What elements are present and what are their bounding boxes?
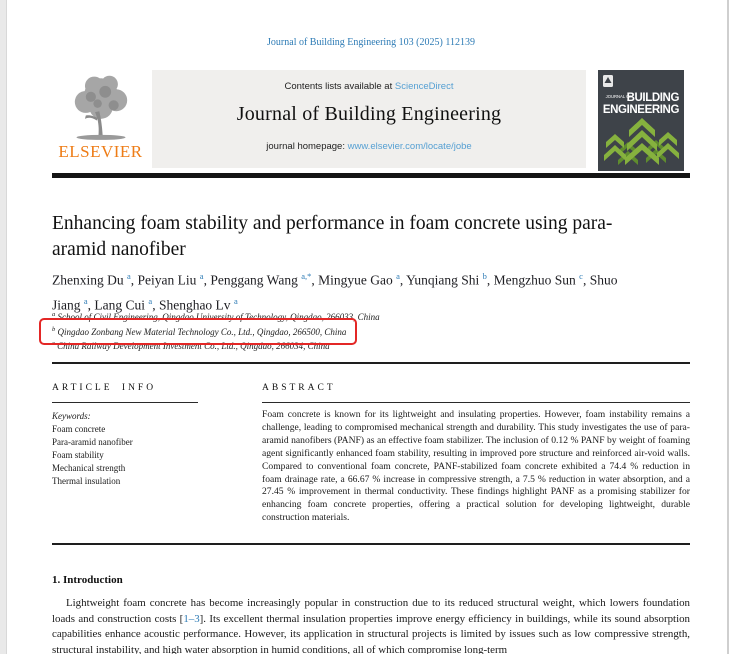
author-superscript[interactable]: a [127, 271, 131, 281]
author-separator: , [152, 297, 159, 312]
keyword-item: Foam concrete [52, 424, 106, 434]
author-superscript[interactable]: a [396, 271, 400, 281]
author-name: Yunqiang Shi [406, 272, 480, 288]
author-separator: , [582, 272, 590, 288]
author-separator: , [130, 272, 138, 288]
author-name: Mingyue Gao [318, 272, 393, 288]
elsevier-tree-icon [63, 71, 139, 143]
abstract-column [262, 383, 690, 525]
author-superscript[interactable]: b [482, 271, 487, 281]
journal-header [52, 70, 690, 173]
affiliation-superscript: b [52, 325, 56, 333]
affiliation-superscript: a [52, 311, 56, 318]
author-separator: , [486, 272, 494, 288]
author-name: Shenghao Lv [158, 297, 231, 312]
cover-title-line2: ENGINEERING [602, 104, 679, 116]
contents-line [152, 70, 586, 92]
page-left-edge [0, 0, 7, 654]
author-superscript[interactable]: a [233, 295, 238, 306]
author-name: Shuo Jiang [52, 272, 618, 312]
abstract-heading: ABSTRACT [262, 383, 336, 393]
article-info-rule [52, 402, 198, 403]
cover-art-icon [598, 70, 684, 171]
highlight-annotation-box [39, 318, 357, 345]
introduction-heading: 1. Introduction [52, 574, 123, 586]
elsevier-wordmark: ELSEVIER [58, 142, 143, 161]
elsevier-logo [52, 71, 149, 171]
author-superscript[interactable]: a [199, 271, 204, 281]
introduction-paragraph [52, 596, 690, 654]
author-superscript[interactable]: a [148, 295, 153, 306]
intro-text-before-ref: Lightweight foam concrete has become increasingly popular in construction due to its reduced structural weight, which lowers foundation loads and construction costs [ [52, 597, 690, 625]
sciencedirect-link[interactable]: ScienceDirect [394, 81, 454, 92]
homepage-prefix: journal homepage: [266, 141, 345, 152]
affiliation-text: School of Civil Engineering, Qingdao University of Technology, Qingdao, 266033, China [57, 312, 380, 322]
keyword-item: Thermal insulation [52, 476, 121, 486]
journal-title: Journal of Building Engineering [236, 103, 502, 125]
intro-text-after-ref: ]. Its excellent thermal insulation properties improve energy efficiency in buildings, while its sound absorption capabilities enhance acoustic performance. However, its application in structural projects is limited by issues such as low compressive strength, structural instability, and high water absorption in humid conditions, all of which compromise long-term [52, 612, 691, 654]
journal-banner [152, 70, 586, 168]
keywords-block [52, 410, 250, 488]
contents-prefix: Contents lists available at [284, 81, 393, 92]
article-title: Enhancing foam stability and performance in foam concrete using para-aramid nanofiber [52, 213, 613, 260]
author-separator: , [87, 297, 95, 312]
author-separator: , [399, 272, 407, 288]
article-info-column [52, 383, 250, 488]
author-superscript[interactable]: a,* [301, 271, 312, 281]
cover-kicker: JOURNAL OF [605, 94, 632, 99]
section-divider-bottom [52, 543, 690, 545]
author-superscript[interactable]: a [83, 295, 88, 306]
keywords-label: Keywords: [52, 411, 91, 421]
keyword-item: Mechanical strength [52, 463, 126, 473]
keyword-item: Foam stability [52, 450, 104, 460]
section-divider-top [52, 362, 690, 364]
author-superscript[interactable]: c [579, 271, 583, 281]
author-name: Zhenxing Du [52, 272, 124, 288]
affiliation-text: Qingdao Zonbang New Material Technology Co., Ltd., Qingdao, 266500, China [57, 326, 347, 337]
keyword-item: Para-aramid nanofiber [52, 437, 133, 447]
header-divider-bar [52, 173, 690, 178]
reference-link[interactable]: 1–3 [183, 612, 200, 625]
author-list [52, 266, 627, 315]
affiliation-superscript: c [52, 340, 55, 347]
homepage-link[interactable]: www.elsevier.com/locate/jobe [347, 141, 472, 152]
author-name: Penggang Wang [210, 272, 298, 288]
abstract-rule [262, 402, 690, 403]
homepage-line [152, 141, 586, 152]
cover-title-line1: BUILDING [626, 92, 679, 104]
article-info-heading: ARTICLE INFO [52, 383, 157, 393]
author-name: Lang Cui [94, 297, 146, 312]
author-name: Mengzhuo Sun [493, 272, 576, 288]
citation-link[interactable]: Journal of Building Engineering 103 (2025) 112139 [267, 37, 475, 48]
abstract-text: Foam concrete is known for its lightweight and insulating properties. However, foam instability remains a challenge, leading to compromised mechanical strength and durability. This study investigates the use of para-aramid nanofibers (PANF) as an effective foam stabilizer. The inclusion of 0.12 % PANF by weight of foaming agent significantly enhanced foam stability, resulting in improved pore structure and reinforced air-void walls. Compared to conventional foam concrete, PANF-stabilized foam concrete exhibited a 74.4 % reduction in foam drainage rate, a 66.67 % increase in compressive strength, a 7.5 % reduction in water absorption, and a 27.45 % improvement in thermal conductivity. These findings highlight PANF as a promising stabilizer for enhancing foam concrete properties, offering a practical solution for developing lightweight, durable construction materials. [262, 409, 690, 524]
affiliation-text: China Railway Development Investment Co., Ltd., Qingdao, 266034, China [57, 341, 330, 351]
author-name: Peiyan Liu [137, 272, 197, 288]
journal-cover-thumbnail [598, 70, 684, 171]
author-separator: , [203, 272, 211, 288]
author-separator: , [311, 272, 319, 288]
